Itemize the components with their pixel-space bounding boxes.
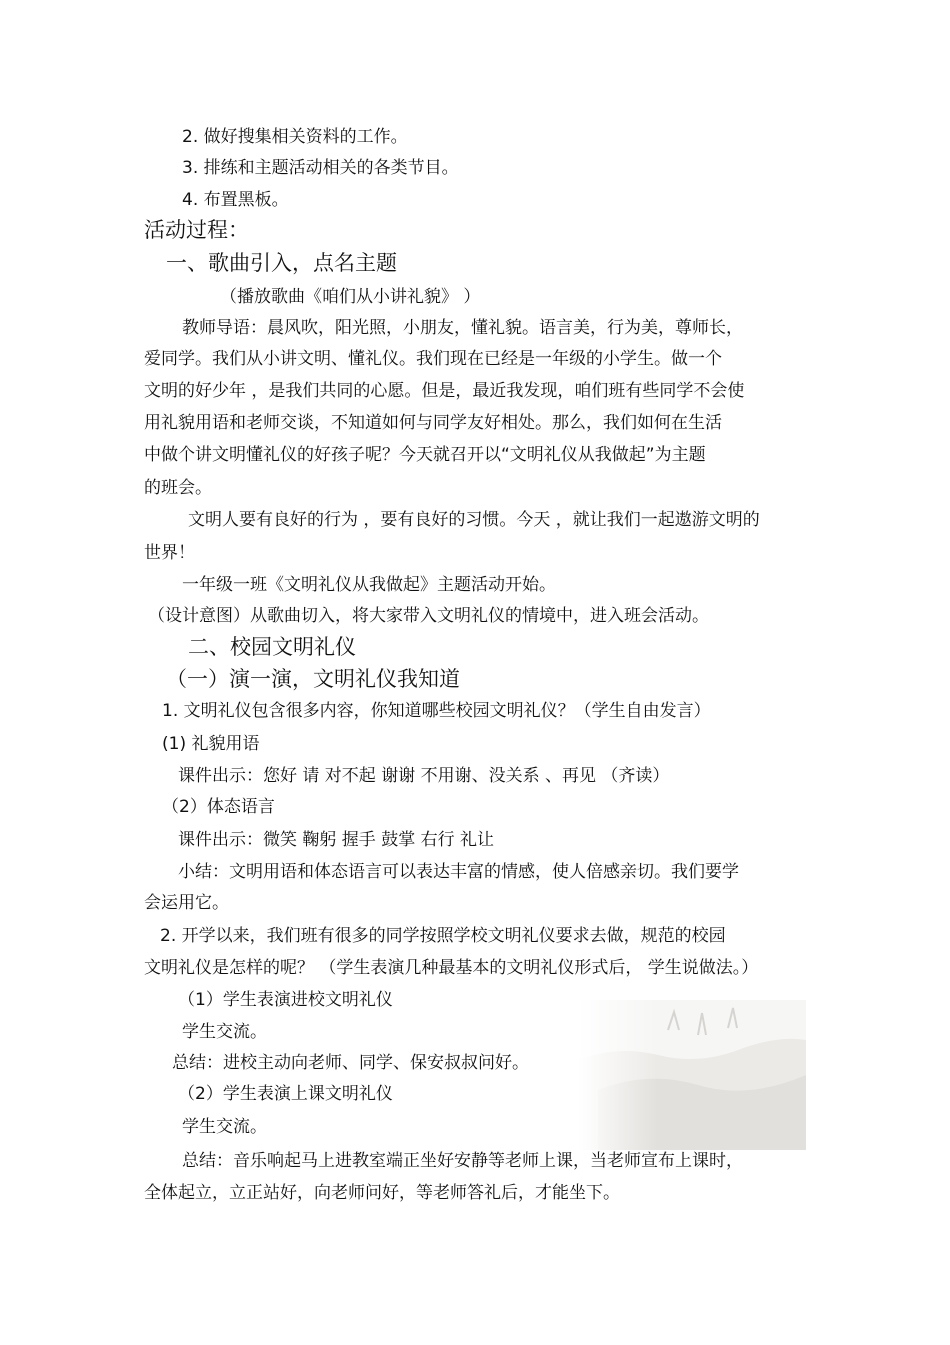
question-2: 2. 开学以来，我们班有很多的同学按照学校文明礼仪要求去做，规范的校园 [160, 926, 726, 946]
summary-entering-school: 总结：进校主动向老师、同学、保安叔叔问好。 [172, 1053, 529, 1073]
prep-item-4: 4. 布置黑板。 [182, 190, 289, 210]
song-note: （播放歌曲《咱们从小讲礼貌》 ） [220, 287, 481, 307]
teacher-intro-line: 教师导语：晨风吹，阳光照，小朋友，懂礼貌。语言美，行为美，尊师长， [182, 318, 743, 338]
student-exchange: 学生交流。 [182, 1117, 267, 1137]
process-heading: 活动过程： [144, 218, 249, 242]
section-2-heading: 二、校园文明礼仪 [188, 635, 356, 659]
section-1-heading: 一、歌曲引入，点名主题 [166, 251, 397, 275]
prep-item-3: 3. 排练和主题活动相关的各类节目。 [182, 158, 459, 178]
civil-paragraph-line: 文明人要有良好的行为 ，要有良好的习惯。今天 ，就让我们一起遨游文明的 [188, 510, 760, 530]
teacher-intro-line: 的班会。 [144, 478, 212, 498]
teacher-intro-line: 文明的好少年 ，是我们共同的心愿。但是，最近我发现，咱们班有些同学不会使 [144, 381, 745, 401]
activity-start: 一年级一班《文明礼仪从我做起》主题活动开始。 [182, 575, 556, 595]
item-body-language: （2）体态语言 [162, 797, 275, 817]
summary-line: 会运用它。 [144, 893, 229, 913]
teacher-intro-line: 爱同学。我们从小讲文明、懂礼仪。我们现在已经是一年级的小学生。做一个 [144, 349, 722, 369]
performance-item-2: （2）学生表演上课文明礼仪 [178, 1084, 393, 1104]
summary-class-line: 总结：音乐响起马上进教室端正坐好安静等老师上课，当老师宣布上课时， [182, 1151, 743, 1171]
civil-paragraph-line: 世界！ [144, 543, 195, 563]
summary-line: 小结：文明用语和体态语言可以表达丰富的情感，使人倍感亲切。我们要学 [178, 862, 739, 882]
watermark-landscape-image [578, 1000, 806, 1150]
design-intent: （设计意图）从歌曲切入，将大家带入文明礼仪的情境中，进入班会活动。 [148, 606, 709, 626]
courseware-body-language: 课件出示：微笑 鞠躬 握手 鼓掌 右行 礼让 [178, 830, 495, 850]
teacher-intro-line: 用礼貌用语和老师交谈，不知道如何与同学友好相处。那么，我们如何在生活 [144, 413, 722, 433]
item-polite-language: (1) 礼貌用语 [162, 734, 260, 754]
teacher-intro-line: 中做个讲文明懂礼仪的好孩子呢？今天就召开以“文明礼仪从我做起”为主题 [144, 445, 706, 465]
subsection-1-heading: （一）演一演，文明礼仪我知道 [166, 667, 460, 691]
question-2: 文明礼仪是怎样的呢？ （学生表演几种最基本的文明礼仪形式后， 学生说做法。） [144, 958, 759, 978]
summary-class-line: 全体起立，立正站好，向老师问好，等老师答礼后，才能坐下。 [144, 1183, 620, 1203]
performance-item-1: （1）学生表演进校文明礼仪 [178, 990, 393, 1010]
courseware-polite-words: 课件出示：您好 请 对不起 谢谢 不用谢、没关系 、再见 （齐读） [178, 766, 670, 786]
prep-item-2: 2. 做好搜集相关资料的工作。 [182, 127, 408, 147]
student-exchange: 学生交流。 [182, 1022, 267, 1042]
question-1: 1. 文明礼仪包含很多内容，你知道哪些校园文明礼仪？（学生自由发言） [162, 701, 711, 721]
